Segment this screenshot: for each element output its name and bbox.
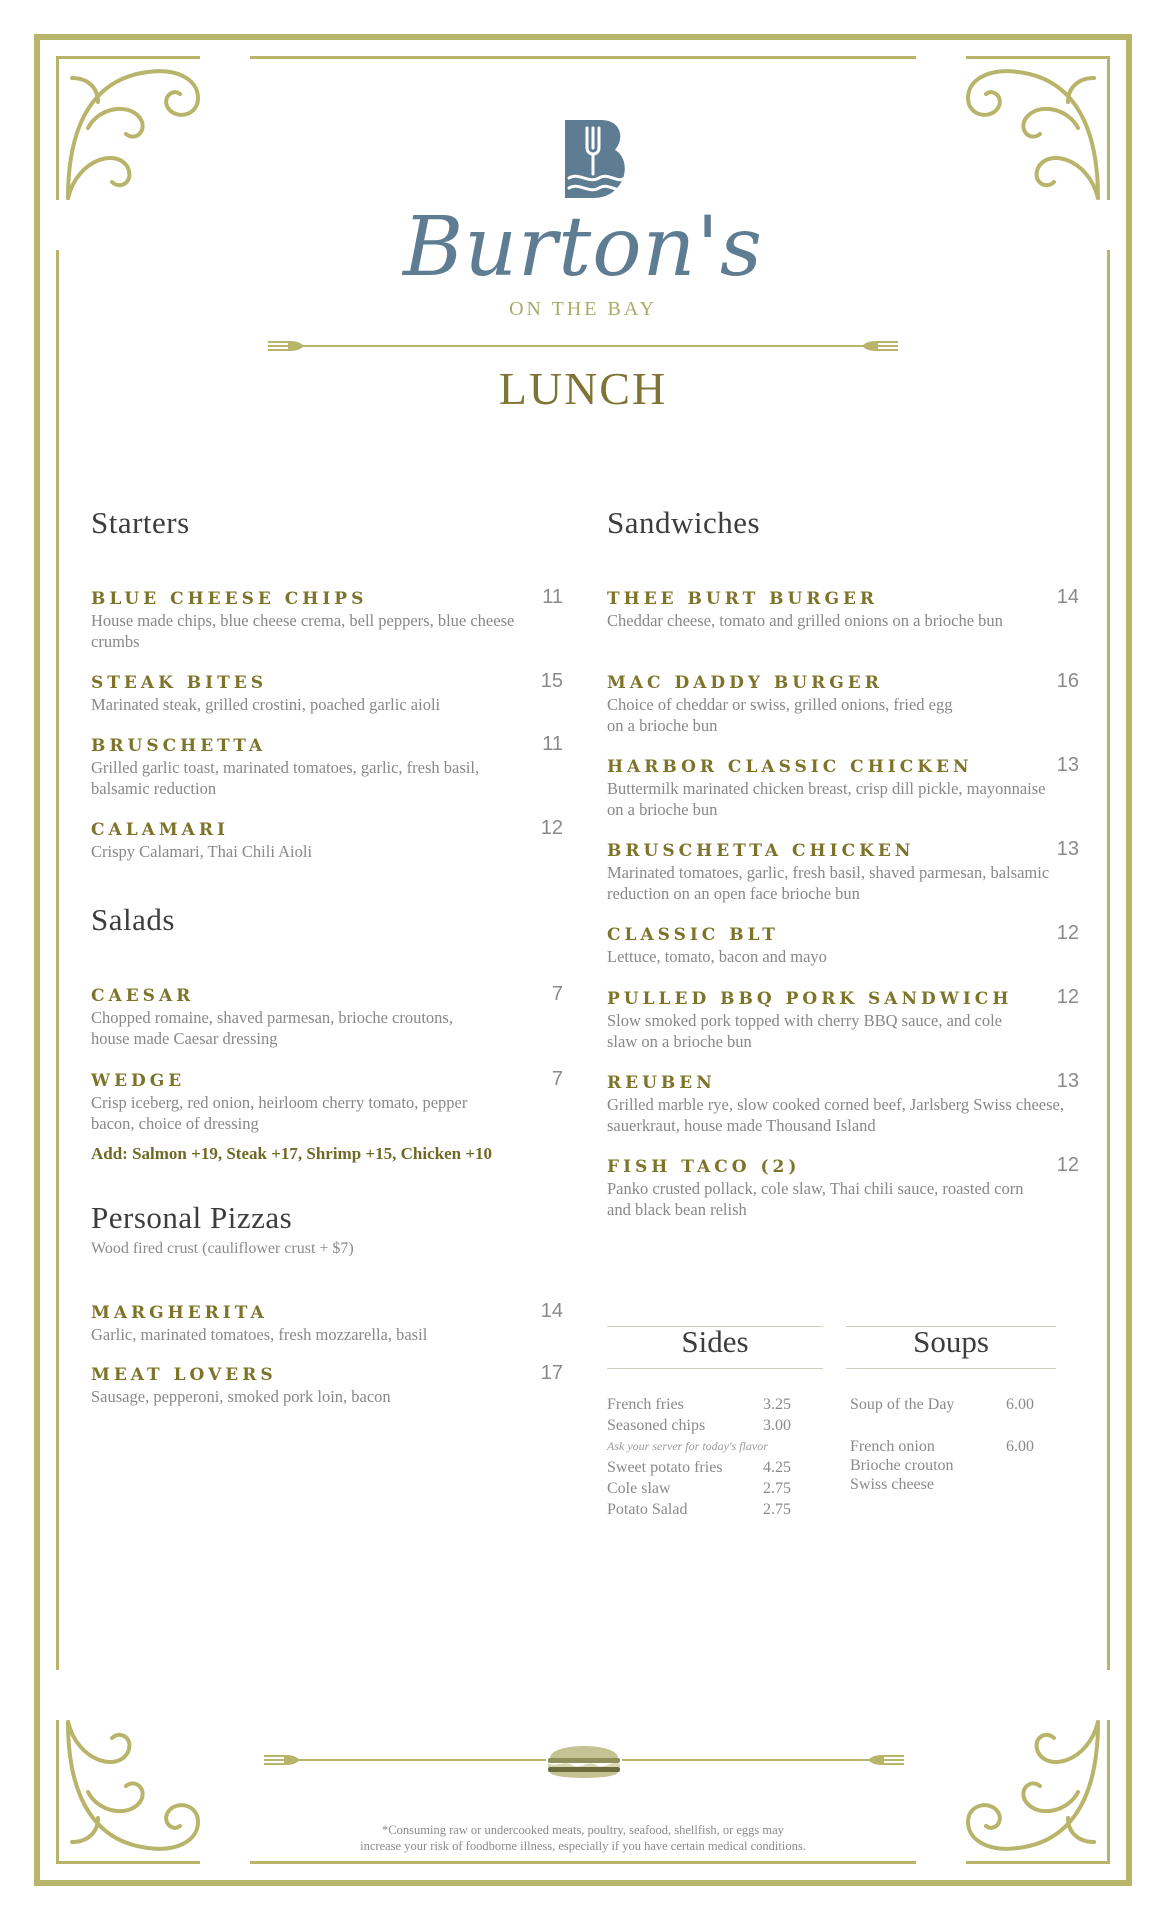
menu-item (91, 735, 563, 799)
menu-item (91, 1302, 563, 1345)
logo-b-fork-icon (563, 118, 629, 202)
menu-item (91, 672, 563, 715)
item-name: BRUSCHETTA CHICKEN (607, 841, 915, 861)
soup-detail: Swiss cheese (850, 1476, 934, 1493)
item-description: Crispy Calamari, Thai Chili Aioli (91, 842, 313, 861)
item-price: 12 (540, 817, 563, 839)
item-description: Marinated tomatoes, garlic, fresh basil, shaved parmesan, balsamic reduction on an open face brioche bun (607, 863, 1050, 903)
item-name: CAESAR (91, 986, 195, 1006)
menu-item (91, 1364, 563, 1407)
brand-subtitle: ON THE BAY (509, 298, 657, 320)
menu-item (91, 819, 563, 862)
item-name: WEDGE (91, 1071, 186, 1091)
item-name: MEAT LOVERS (91, 1365, 277, 1385)
disclaimer-line: *Consuming raw or undercooked meats, poultry, seafood, shellfish, or eggs may (382, 1823, 784, 1837)
menu-item (607, 1072, 1079, 1136)
side-name: Seasoned chips (607, 1417, 706, 1434)
side-price: 2.75 (763, 1501, 791, 1518)
pizzas-note: Wood fired crust (cauliflower crust + $7) (91, 1240, 354, 1257)
side-name: French fries (607, 1396, 684, 1413)
item-price: 16 (1056, 670, 1079, 692)
soup-price: 6.00 (1006, 1438, 1034, 1455)
item-price: 12 (1056, 986, 1079, 1008)
sides-rule-bottom (607, 1368, 823, 1369)
menu-item (607, 1156, 1079, 1220)
side-price: 2.75 (763, 1480, 791, 1497)
side-name: Potato Salad (607, 1501, 688, 1518)
item-description: Choice of cheddar or swiss, grilled onions, fried egg on a brioche bun (607, 695, 953, 735)
item-price: 11 (542, 733, 563, 755)
item-description: Cheddar cheese, tomato and grilled onions on a brioche bun (607, 611, 1003, 630)
side-price: 3.25 (763, 1396, 791, 1413)
item-description: Chopped romaine, shaved parmesan, brioche croutons, house made Caesar dressing (91, 1008, 453, 1048)
item-price: 17 (540, 1362, 563, 1384)
item-name: BLUE CHEESE CHIPS (91, 589, 368, 609)
corner-flourish-icon (958, 58, 1108, 208)
item-price: 14 (1056, 586, 1079, 608)
item-price: 14 (540, 1300, 563, 1322)
disclaimer-line: increase your risk of foodborne illness, especially if you have certain medical conditions. (360, 1839, 806, 1853)
item-name: FISH TACO (2) (607, 1157, 801, 1177)
side-price: 4.25 (763, 1459, 791, 1476)
menu-item (91, 1070, 563, 1134)
soups-heading: Soups (913, 1324, 989, 1359)
health-disclaimer (0, 1822, 1166, 1854)
item-name: BRUSCHETTA (91, 736, 267, 756)
soup-detail: Brioche crouton (850, 1457, 954, 1474)
starters-heading: Starters (91, 505, 190, 540)
sides-note: Ask your server for today's flavor (607, 1439, 768, 1453)
burger-divider-icon (264, 1740, 904, 1780)
item-price: 7 (551, 983, 563, 1005)
brand-name: Burton's (402, 200, 764, 295)
menu-item (91, 588, 563, 652)
item-price: 13 (1056, 1070, 1079, 1092)
sandwiches-heading: Sandwiches (607, 505, 761, 540)
salads-heading: Salads (91, 902, 175, 937)
soup-name: French onion (850, 1438, 935, 1455)
item-price: 11 (542, 586, 563, 608)
item-name: HARBOR CLASSIC CHICKEN (607, 757, 973, 777)
item-name: CLASSIC BLT (607, 925, 779, 945)
item-name: MAC DADDY BURGER (607, 673, 883, 693)
item-description: Marinated steak, grilled crostini, poached garlic aioli (91, 695, 441, 714)
item-price: 15 (540, 670, 563, 692)
item-price: 13 (1056, 838, 1079, 860)
side-name: Sweet potato fries (607, 1459, 723, 1476)
item-name: STEAK BITES (91, 673, 267, 693)
page-title: LUNCH (498, 363, 668, 414)
side-price: 3.00 (763, 1417, 791, 1434)
item-description: Sausage, pepperoni, smoked pork loin, bacon (91, 1387, 391, 1406)
item-name: CALAMARI (91, 820, 229, 840)
soups-rule-bottom (846, 1368, 1056, 1369)
menu-item (607, 756, 1079, 820)
menu-item (607, 588, 1079, 631)
menu-item (607, 924, 1079, 967)
item-description: Buttermilk marinated chicken breast, crisp dill pickle, mayonnaise on a brioche bun (607, 779, 1046, 819)
salad-addon: Add: Salmon +19, Steak +17, Shrimp +15, Chicken +10 (91, 1144, 493, 1163)
item-description: Slow smoked pork topped with cherry BBQ sauce, and cole slaw on a brioche bun (607, 1011, 1003, 1051)
pizzas-heading: Personal Pizzas (91, 1200, 293, 1235)
soup-price: 6.00 (1006, 1396, 1034, 1413)
item-price: 12 (1056, 1154, 1079, 1176)
fork-divider-icon (268, 336, 898, 356)
item-name: THEE BURT BURGER (607, 589, 879, 609)
item-description: House made chips, blue cheese crema, bell peppers, blue cheese crumbs (91, 611, 515, 651)
item-description: Grilled garlic toast, marinated tomatoes, garlic, fresh basil, balsamic reduction (91, 758, 480, 798)
item-price: 7 (551, 1068, 563, 1090)
item-name: REUBEN (607, 1073, 716, 1093)
item-description: Lettuce, tomato, bacon and mayo (607, 947, 827, 966)
item-description: Crisp iceberg, red onion, heirloom cherry tomato, pepper bacon, choice of dressing (91, 1093, 468, 1133)
menu-item (91, 985, 563, 1049)
menu-item (607, 988, 1079, 1052)
item-price: 12 (1056, 922, 1079, 944)
side-name: Cole slaw (607, 1480, 671, 1497)
soup-name: Soup of the Day (850, 1396, 955, 1413)
item-description: Grilled marble rye, slow cooked corned beef, Jarlsberg Swiss cheese, sauerkraut, house made Thousand Island (607, 1095, 1064, 1135)
sides-heading: Sides (681, 1324, 749, 1359)
item-description: Garlic, marinated tomatoes, fresh mozzarella, basil (91, 1325, 428, 1344)
corner-flourish-icon (58, 58, 208, 208)
item-description: Panko crusted pollack, cole slaw, Thai chili sauce, roasted corn and black bean relish (607, 1179, 1024, 1219)
item-name: MARGHERITA (91, 1303, 268, 1323)
menu-item (607, 840, 1079, 904)
item-price: 13 (1056, 754, 1079, 776)
item-name: PULLED BBQ PORK SANDWICH (607, 989, 1013, 1009)
menu-item (607, 672, 1079, 736)
